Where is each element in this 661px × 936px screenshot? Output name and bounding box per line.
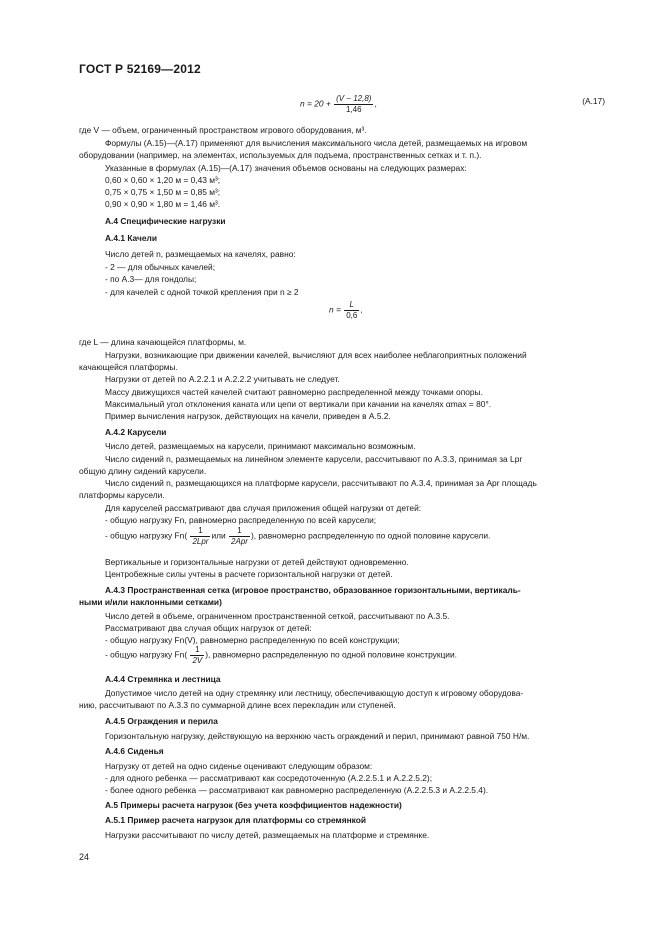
section-heading: А.5 Примеры расчета нагрузок (без учета коэффициентов надежности) [105, 800, 402, 810]
section-heading: А.4 Специфические нагрузки [105, 216, 226, 226]
list-item-formula [105, 645, 457, 666]
formula-fraction [190, 526, 210, 547]
formula-numerator: (V − 12,8) [336, 94, 372, 103]
text-line: Число детей в объеме, ограниченном пространственной сеткой, рассчитывают по А.3.5. [105, 611, 450, 621]
text-line: Рассматривают два случая общих нагрузок от детей: [105, 623, 312, 633]
formula-pre: - общую нагрузку Fn( [105, 530, 188, 541]
list-item: - общую нагрузку Fn, равномерно распределенную по всей карусели; [105, 515, 377, 525]
section-heading: А.4.5 Ограждения и перила [105, 716, 218, 726]
text-line: 0,90 × 0,90 × 1,80 м = 1,46 м³. [105, 199, 221, 209]
formula-denominator: 1,46 [345, 105, 362, 114]
text-line: где L — длина качающейся платформы, м. [79, 337, 247, 347]
formula-post: ), равномерно распределенную по одной половине карусели. [250, 530, 491, 541]
formula-lhs: n = 20 + [300, 98, 331, 109]
section-heading: ными и/или наклонными сетками) [79, 597, 222, 607]
formula-denominator: 0,6 [346, 311, 358, 320]
text-line: Формулы (А.15)—(А.17) применяют для вычисления максимального числа детей, размещаемых на игровом [105, 138, 528, 148]
section-heading: А.4.2 Карусели [105, 427, 167, 437]
formula-denominator: 2V [192, 656, 203, 665]
text-line: нию, рассчитывают по А.3.3 по суммарной длине всех перекладин или ступеней. [79, 700, 396, 710]
list-item: - более одного ребенка — рассматривают как равномерно распределенную (А.2.2.5.3 и А.2.2.5.4). [105, 785, 489, 795]
formula-numerator: 1 [229, 526, 250, 537]
text-line: качающейся платформы. [79, 362, 178, 372]
text-line: Вертикальные и горизонтальные нагрузки от детей действуют одновременно. [105, 557, 409, 567]
formula-pre: - общую нагрузку Fn( [105, 649, 188, 660]
text-line: Число сидений n, размещающихся на платформе карусели, рассчитывают по А.3.4, принимая за Apr площадь [105, 478, 537, 488]
text-line: 0,75 × 0,75 × 1,50 м = 0,85 м³; [105, 187, 221, 197]
text-line: Пример вычисления нагрузок, действующих на качели, приведен в А.5.2. [105, 411, 391, 421]
formula-fraction [190, 645, 204, 666]
section-heading: А.5.1 Пример расчета нагрузок для платформы со стремянкой [105, 815, 366, 825]
formula-tail: , [374, 98, 377, 109]
page-number: 24 [79, 852, 90, 862]
formula-numerator: 1 [190, 526, 210, 537]
formula-fraction [334, 94, 373, 115]
section-heading: А.4.1 Качели [105, 233, 157, 243]
text-line: оборудовании (например, на элементах, используемых для подъема, пространственных сетках и т. п.). [79, 150, 482, 160]
text-line: платформы карусели. [79, 490, 165, 500]
formula-a17 [300, 94, 377, 115]
text-line: Центробежные силы учтены в расчете горизонтальной нагрузки от детей. [105, 569, 393, 579]
text-line: Число детей n, размещаемых на качелях, равно: [105, 249, 296, 259]
text-line: Число детей, размещаемых на карусели, принимают максимально возможным. [105, 441, 416, 451]
text-line: Нагрузку от детей на одно сиденье оценивают следующим образом: [105, 761, 373, 771]
formula-tail: , [360, 304, 363, 315]
formula-post: ), равномерно распределенную по одной половине конструкции. [205, 649, 457, 660]
section-heading: А.4.6 Сиденья [105, 746, 164, 756]
formula-fraction [229, 526, 250, 547]
formula-mid: или [211, 530, 226, 541]
text-line: Допустимое число детей на одну стремянку или лестницу, обеспечивающую доступ к игровому оборудова- [105, 688, 524, 698]
text-line: 0,60 × 0,60 × 1,20 м = 0,43 м³; [105, 175, 221, 185]
text-line: Нагрузки от детей по А.2.2.1 и А.2.2.2 учитывать не следует. [105, 374, 340, 384]
list-item: - по А.3— для гондолы; [105, 274, 197, 284]
document-header: ГОСТ Р 52169—2012 [79, 62, 201, 76]
formula-numerator: 1 [190, 645, 204, 656]
list-item: - 2 — для обычных качелей; [105, 262, 216, 272]
list-item: - для качелей с одной точкой крепления при n ≥ 2 [105, 287, 299, 297]
text-line: где V — объем, ограниченный пространством игрового оборудования, м³. [79, 125, 367, 135]
text-line: Число сидений n, размещаемых на линейном элементе карусели, рассчитывают по А.3.3, принимая за Lpr [105, 454, 523, 464]
text-line: Указанные в формулах (А.15)—(А.17) значения объемов основаны на следующих размерах: [105, 163, 467, 173]
list-item: - для одного ребенка — рассматривают как сосредоточенную (А.2.2.5.1 и А.2.2.5.2); [105, 773, 433, 783]
formula-denominator: 2Apr [231, 537, 248, 546]
section-heading: А.4.3 Пространственная сетка (игровое пространство, образованное горизонтальными, вертикаль- [105, 585, 521, 595]
formula-numerator: L [344, 300, 359, 311]
section-heading: А.4.4 Стремянка и лестница [105, 674, 221, 684]
formula-swing [329, 300, 363, 321]
formula-fraction [344, 300, 359, 321]
formula-denominator: 2Lpr [192, 537, 209, 546]
text-line: Горизонтальную нагрузку, действующую на верхнюю часть ограждений и перил, принимают равной 750 Н/м. [105, 731, 530, 741]
text-line: Для каруселей рассматривают два случая приложения общей нагрузки от детей: [105, 503, 422, 513]
list-item-formula [105, 526, 490, 547]
text-line: общую длину сидений карусели. [79, 466, 207, 476]
formula-lhs: n = [329, 304, 341, 315]
text-line: Нагрузки, возникающие при движении качелей, вычисляют для всех наиболее неблагоприятных положений [105, 350, 527, 360]
text-line: Массу движущихся частей качелей считают равномерно распределенной между точками опоры. [105, 387, 483, 397]
text-line: Нагрузки рассчитывают по числу детей, размещаемых на платформе и стремянке. [105, 830, 430, 840]
list-item: - общую нагрузку Fn(V), равномерно распределенную по всей конструкции; [105, 635, 400, 645]
text-line: Максимальный угол отклонения каната или цепи от вертикали при качании на качелях αmax = 80°. [105, 399, 492, 409]
formula-number: (А.17) [582, 96, 605, 106]
